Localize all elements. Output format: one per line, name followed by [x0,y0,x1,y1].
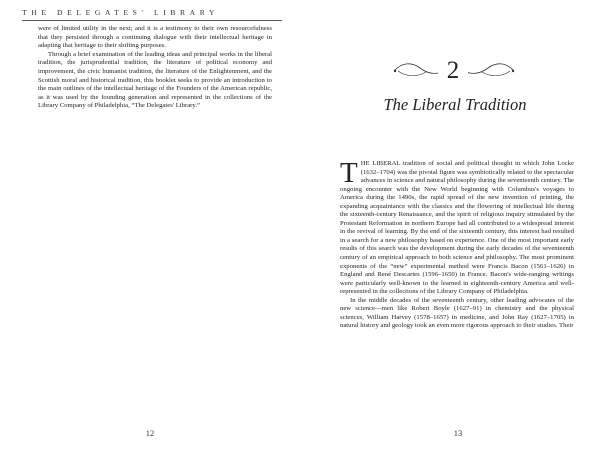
page-number: 12 [145,428,155,438]
page-number: 13 [453,428,463,438]
drop-cap: T [340,157,358,189]
left-body-text [38,25,272,111]
paragraph: Through a brief examination of the leading ideas and principal works in the liberal tradition, the jurisprudential tradition, the literature of political economy and improvement, the civic humanist tradition, the literature of the Enlightenment, and the Scottish moral and historical tradition, this booklet seeks to provide an introduction to the main outlines of the intellectual heritage of the Founders of the American republic, as it was used by the founding generation and represented in the collections of the Library Company of Philadelphia, “The Delegates' Library.” [38,50,272,110]
chapter-title: The Liberal Tradition [383,95,527,114]
running-header: THE DELEGATES' LIBRARY [22,8,220,17]
chapter-number: 2 [438,57,468,85]
paragraph: In the middle decades of the seventeenth century, other leading advocates of the new science—men like Robert Boyle (1627–91) in chemistry and the physical sciences, William Harvey (1578–1657) in medicine, and John Ray (1627–1705) in natural history and geology took an even more rigorous approach to their studies. Their [340,296,574,330]
right-body-text [340,157,574,331]
right-page [300,0,600,450]
paragraph [340,157,574,297]
paragraph-text: HE LIBERAL tradition of social and political thought in which John Locke (1632–1704) was the pivotal figure was symbiotically related to the spectacular advances in science and natural philosophy during the seventeenth century. The ongoing encounter with the New World beginning with Columbus's voyages to America during the 1490s, the rapid spread of the new invention of printing, the expanding acquaintance with the classics and the flowering of intellectual life during the sixteenth-century Renaissance, and the spirit of religious inquiry stimulated by the Protestant Reformation in northern Europe had all contributed to a widespread interest in the revival of learning. By the end of the sixteenth century, this interest had resulted in a search for a new philosophy based on experience. One of the most important early results of this search was the development during the early decades of the seventeenth century of an empirical approach to both science and philosophy. The most prominent exponents of the “new” experimental method were Francis Bacon (1561–1626) in England and René Descartes (1596–1650) in France. Bacon's wide-ranging writings were particularly well-known to the learned in eighteenth-century America and well-represented in the collections of the Library Company of Philadelphia. [340,160,574,296]
header-rule [22,20,282,21]
paragraph: were of limited utility in the next; and it is a testimony to their own resourcefulness that they persisted through a continuing dialogue with their intellectual heritage in adapting that heritage to their shifting purposes. [38,25,272,50]
